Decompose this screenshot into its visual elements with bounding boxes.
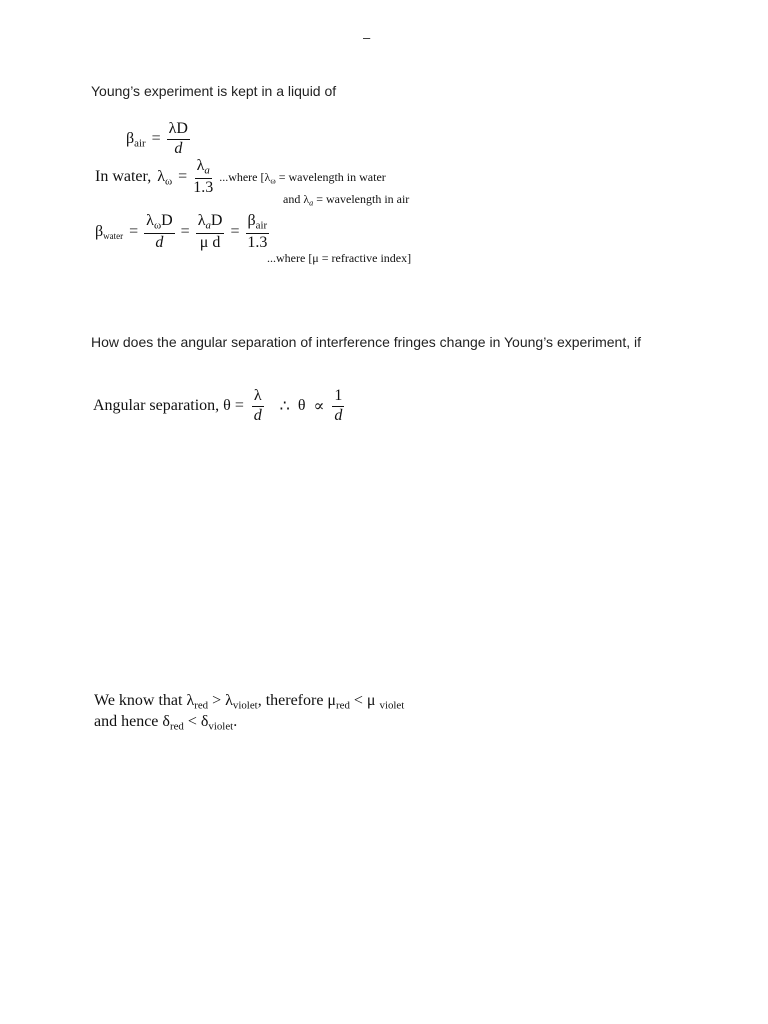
lambda-omega: $\lambda_\omega$ <box>157 167 173 187</box>
q1-equation-beta-water: $\beta_{water}$ = $\frac{\lambda_\omega D}{d}$ = $\frac{\lambda_aD}{\text{μ d}}$ = $\frac{\beta_{air}}{1.3}$ <box>95 212 268 251</box>
q3-line-wavelength-comparison: We know that $\lambda_{red} > \lambda_{violet}$, therefore $\mu_{red} < \mu$ $_{violet}$ <box>94 692 405 712</box>
q1-equation-lambda-water <box>95 158 386 196</box>
therefore-symbol: ∴ <box>279 398 290 416</box>
beta-water: $\beta_{water}$ <box>95 223 124 241</box>
fraction-lambda-w-d-over-d: $\frac{\lambda_\omega D}{d}$ <box>146 212 173 251</box>
where-note-water: ...where [$\lambda_\omega$ = wavelength in water <box>219 169 386 185</box>
fraction-beta-air-over-1-3: $\frac{\beta_{air}}{1.3}$ <box>247 212 268 251</box>
q1-statement: Young’s experiment is kept in a liquid of <box>91 83 337 99</box>
equals-sign: = <box>178 168 188 186</box>
angular-separation-label: Angular separation, θ = <box>93 397 244 415</box>
in-water-label: In water, <box>95 168 152 186</box>
fraction-lambda-a-d-over-mu-d: $\frac{\lambda_aD}{\text{μ d}}$ <box>197 212 223 251</box>
where-note-refractive-index: ...where [μ = refractive index] <box>267 251 412 265</box>
q2-equation-angular-separation: Angular separation, θ = $\frac{\lambda}{d}$ ∴ θ ∝ $\frac{1}{d}$ <box>93 387 343 424</box>
beta-air: $\beta_{air}$ <box>126 129 146 149</box>
q3-line-deviation-comparison: and hence $\delta_{red} < \delta_{violet}$. <box>94 713 238 733</box>
fraction-lambda-d-over-d: $\frac{\lambda D}{d}$ <box>168 120 188 157</box>
fraction-lambda-over-d: $\frac{\lambda}{d}$ <box>253 387 262 424</box>
where-note-air: and $\lambda_a$ = wavelength in air <box>283 192 410 208</box>
page-header-dash: – <box>363 30 371 45</box>
q1-equation-beta-air <box>126 121 190 158</box>
equals-sign: = <box>151 130 161 148</box>
q2-statement: How does the angular separation of interference fringes change in Young’s experiment, if <box>91 334 641 350</box>
fraction-one-over-d: $\frac{1}{d}$ <box>334 387 343 424</box>
fraction-lambda-a-over-1-3: $\frac{\lambda_a}{1.3}$ <box>193 157 214 196</box>
proportional-symbol: ∝ <box>313 398 325 416</box>
